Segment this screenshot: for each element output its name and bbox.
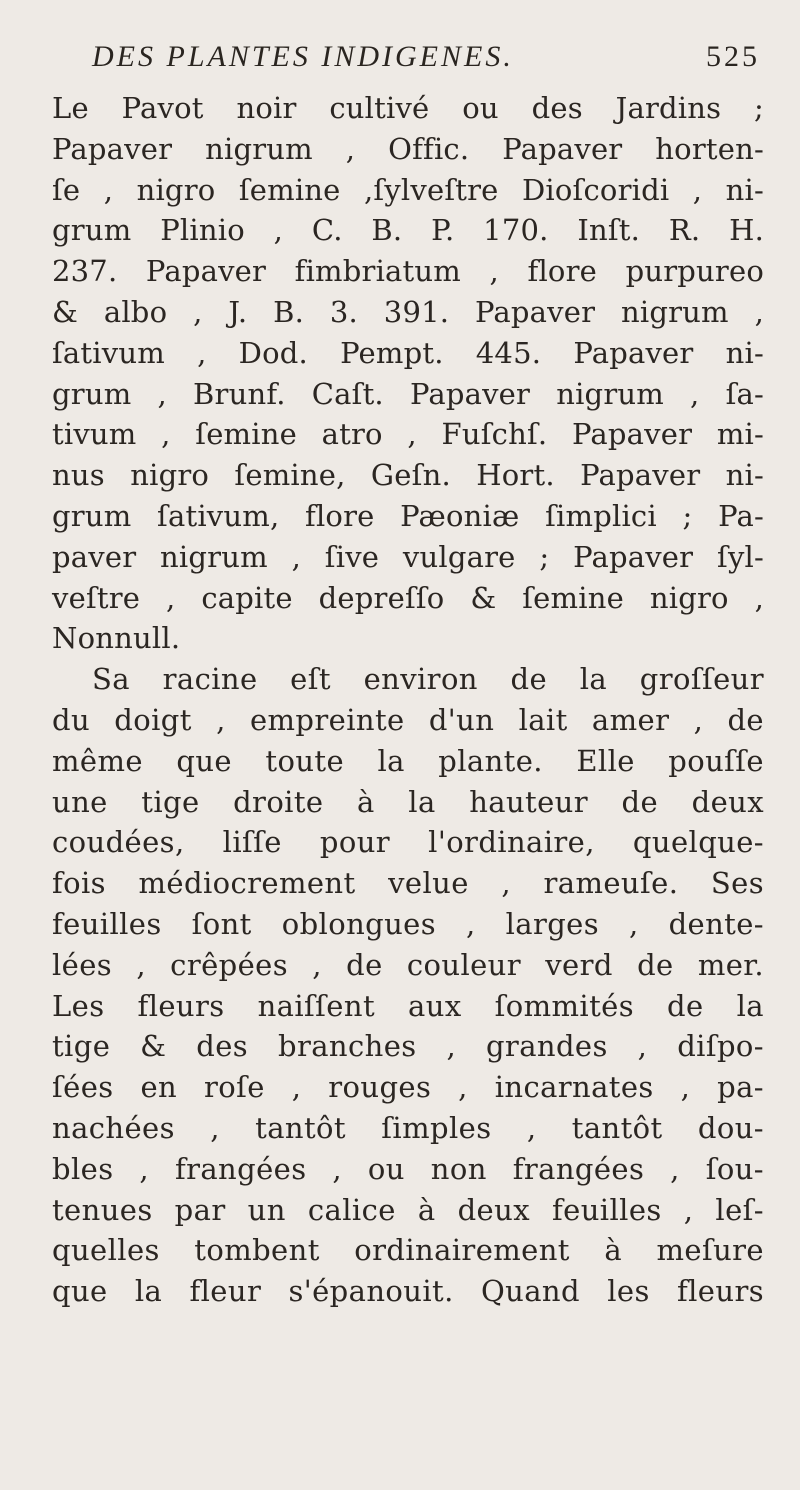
text-line: ſées en roſe , rouges , incarnates , pa- [52, 1070, 764, 1105]
text-line: Papaver nigrum , Offic. Papaver horten- [52, 131, 764, 166]
text-line: tivum , ſemine atro , Fuſchſ. Papaver mi- [52, 417, 764, 452]
text-line: & albo , J. B. 3. 391. Papaver nigrum , [52, 294, 764, 329]
text-line: du doigt , empreinte d'un lait amer , de [52, 702, 764, 737]
text-line: Le Pavot noir cultivé ou des Jardins ; [52, 91, 764, 125]
text-line: même que toute la plante. Elle pouſſe [52, 743, 764, 778]
text-line: tige & des branches , grandes , diſpo- [52, 1029, 764, 1064]
paragraph-synonyms [52, 88, 764, 659]
text-line: Nonnull. [52, 621, 181, 656]
text-line: lées , crêpées , de couleur verd de mer. [52, 947, 764, 982]
running-head-title: DES PLANTES INDIGENES. [92, 40, 514, 73]
text-line: nus nigro ſemine, Geſn. Hort. Papaver ni- [52, 458, 764, 493]
text-line: paver nigrum , ſive vulgare ; Papaver ſyl- [52, 539, 764, 574]
text-line: tenues par un calice à deux feuilles , leſ- [52, 1192, 764, 1227]
text-line: coudées, liſſe pour l'ordinaire, quelque- [52, 825, 764, 860]
text-line: 237. Papaver fimbriatum , flore purpureo [52, 254, 764, 289]
text-line: que la fleur s'épanouit. Quand les fleurs [52, 1274, 764, 1309]
text-line: feuilles ſont oblongues , larges , dente- [52, 906, 764, 941]
text-line: nachées , tantôt ſimples , tantôt dou- [52, 1110, 764, 1145]
text-line: Sa racine eſt environ de la groſſeur [92, 662, 764, 697]
text-line: grum ſativum, flore Pæoniæ ſimplici ; Pa- [52, 498, 764, 533]
text-line: quelles tombent ordinairement à meſure [52, 1233, 764, 1268]
text-line: bles , frangées , ou non frangées , ſou- [52, 1151, 764, 1186]
text-line: Les fleurs naiſſent aux ſommités de la [52, 988, 764, 1023]
page-number: 525 [706, 40, 760, 73]
text-line: ſe , nigro ſemine ,ſylveſtre Dioſcoridi , ni- [52, 172, 764, 207]
text-line: veſtre , capite depreſſo & ſemine nigro , [52, 580, 764, 615]
running-head [92, 40, 764, 88]
paragraph-description [52, 659, 764, 1312]
text-line: une tige droite à la hauteur de deux [52, 784, 764, 819]
text-line: ſativum , Dod. Pempt. 445. Papaver ni- [52, 335, 764, 370]
text-line: grum , Brunf. Caſt. Papaver nigrum , ſa- [52, 376, 764, 411]
text-line: fois médiocrement velue , rameuſe. Ses [52, 866, 764, 901]
text-line: grum Plinio , C. B. P. 170. Inſt. R. H. [52, 213, 764, 248]
